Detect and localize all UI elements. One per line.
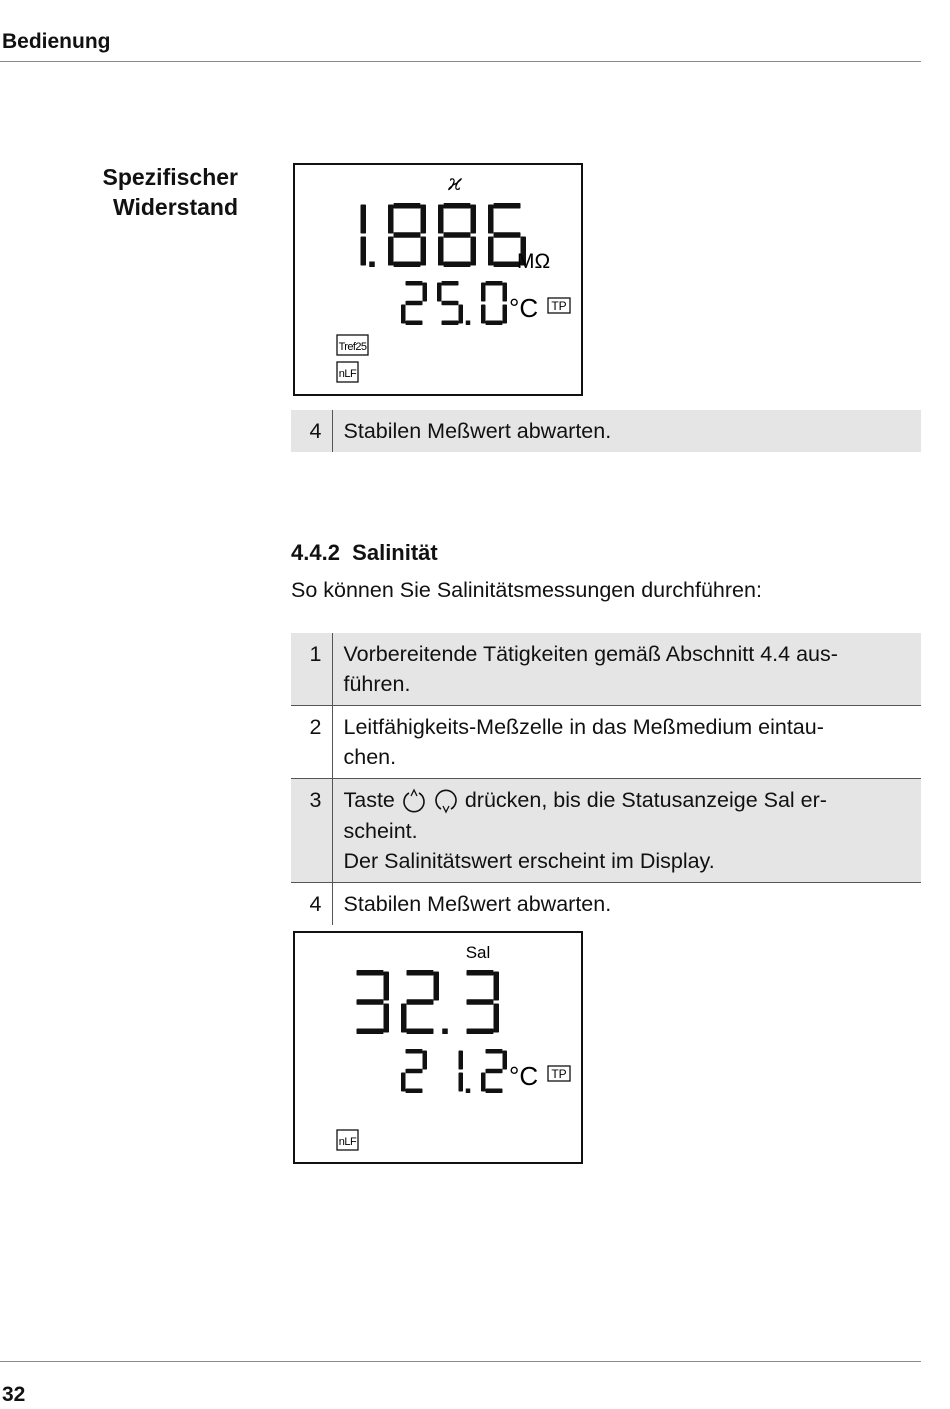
lcd-segment [421,205,427,234]
tp-flag: TP [551,299,567,313]
section-intro: So können Sie Salinitätsmessungen durchführen: [291,578,762,602]
lcd-segment [471,237,477,266]
lcd-segment [444,262,471,268]
step-line: führen. [343,672,411,696]
step-text-pre: Taste [343,788,395,812]
step-line: Leitfähigkeits-Meßzelle in das Meßmedium eintau- [343,715,824,739]
temperature-unit: °C [509,293,539,323]
step-number: 4 [291,410,332,452]
lcd-segment [401,1004,407,1033]
lcd-segment [438,237,444,266]
lcd-segment [423,283,428,302]
lcd-segment [361,237,367,266]
lcd-decimal-point [442,1029,448,1035]
header-rule [0,61,921,62]
step-text [332,706,921,779]
lcd-segment [494,972,500,1001]
lcd-segment [421,237,427,266]
temperature-unit: °C [509,1061,539,1091]
lcd-segment [438,205,444,234]
step-table-salinity [291,633,921,925]
lcd-segment [394,262,421,268]
lcd-segment [401,305,406,324]
section-title: Salinität [352,540,438,565]
step-line: scheint. [343,819,418,844]
lcd-segment [481,305,486,324]
step-number: 3 [291,779,332,883]
step-line [344,785,910,816]
lcd-segment [503,1051,508,1070]
step-line: chen. [343,745,397,769]
lcd-display-resistivity [293,163,583,396]
lcd-segment [357,999,384,1005]
step-number: 4 [291,883,332,926]
lcd-segment [406,321,423,326]
running-header: Bedienung [2,30,111,53]
lcd-segment [388,237,394,266]
lcd-segment [444,232,471,238]
table-row [291,779,921,883]
main-reading [357,970,500,1034]
lcd-segment [459,1051,464,1070]
lcd-segment [407,999,434,1005]
lcd-segment [494,232,521,238]
lcd-segment [406,1069,423,1074]
temperature-reading [401,1049,507,1093]
section-heading [291,540,438,566]
lcd-segment [423,1051,428,1070]
lcd-segment [459,1073,464,1092]
table-row [291,633,921,706]
lcd-segment [486,1049,503,1054]
page-number: 32 [2,1383,26,1406]
lcd-segment [388,205,394,234]
lcd-segment [488,237,494,266]
lcd-segment [434,972,440,1001]
footer-rule [0,1361,921,1362]
lcd-segment [494,1004,500,1033]
side-heading [40,162,238,222]
step-text: Stabilen Meßwert abwarten. [332,410,921,452]
table-row [291,410,921,452]
lcd-segment [406,1049,423,1054]
lcd-decimal-point [466,1089,471,1094]
lcd-segment [503,305,508,324]
step-number: 1 [291,633,332,706]
lcd-segment [407,1029,434,1035]
up-key-icon [401,786,427,816]
table-row [291,706,921,779]
tp-flag: TP [551,1067,567,1081]
lcd-segment [444,203,471,209]
step-text: Stabilen Meßwert abwarten. [332,883,921,926]
lcd-segment [442,301,459,306]
lcd-segment [467,999,494,1005]
lcd-segment [406,1089,423,1094]
lcd-segment [486,281,503,286]
lcd-segment [486,1089,503,1094]
nlf-badge: nLF [338,1136,357,1148]
lcd-segment [384,972,390,1001]
lcd-segment [471,205,477,234]
step-text-post: drücken, bis die Statusanzeige Sal er- [464,788,827,812]
main-reading [361,203,527,267]
lcd-segment [481,283,486,302]
lcd-segment [394,232,421,238]
lcd-segment [494,203,521,209]
lcd-segment [407,970,434,976]
lcd-segment [406,301,423,306]
lcd-decimal-point [369,262,375,268]
lcd-decimal-point [466,321,471,326]
down-key-icon [433,786,459,816]
temperature-reading [401,281,507,325]
side-heading-line1: Spezifischer [102,164,238,190]
lcd-segment [503,283,508,302]
lcd-segment [442,321,459,326]
lcd-segment [401,1073,406,1092]
step-line: Der Salinitätswert erscheint im Display. [343,849,715,874]
lcd-segment [488,205,494,234]
lcd-segment [467,970,494,976]
step-text [332,779,921,883]
tref25-badge: Tref25 [338,341,367,353]
step-line: Vorbereitende Tätigkeiten gemäß Abschnitt 4.4 aus- [343,642,838,666]
lcd-segment [394,203,421,209]
section-number: 4.4.2 [291,540,340,565]
nlf-badge: nLF [338,368,357,380]
lcd-segment [361,205,367,234]
lcd-segment [406,281,423,286]
conductivity-symbol: ϰ [448,171,462,196]
side-heading-line2: Widerstand [112,194,238,220]
lcd-segment [437,283,442,302]
salinity-symbol: Sal [465,943,491,962]
lcd-segment [442,281,459,286]
lcd-segment [357,1029,384,1035]
table-row [291,883,921,926]
main-unit: MΩ [517,250,551,273]
lcd-display-salinity [293,931,583,1164]
lcd-segment [357,970,384,976]
step-table-resistivity [291,410,921,452]
lcd-segment [486,321,503,326]
lcd-segment [459,305,464,324]
step-text [332,633,921,706]
lcd-segment [481,1073,486,1092]
lcd-segment [486,1069,503,1074]
step-number: 2 [291,706,332,779]
lcd-segment [384,1004,390,1033]
lcd-segment [467,1029,494,1035]
